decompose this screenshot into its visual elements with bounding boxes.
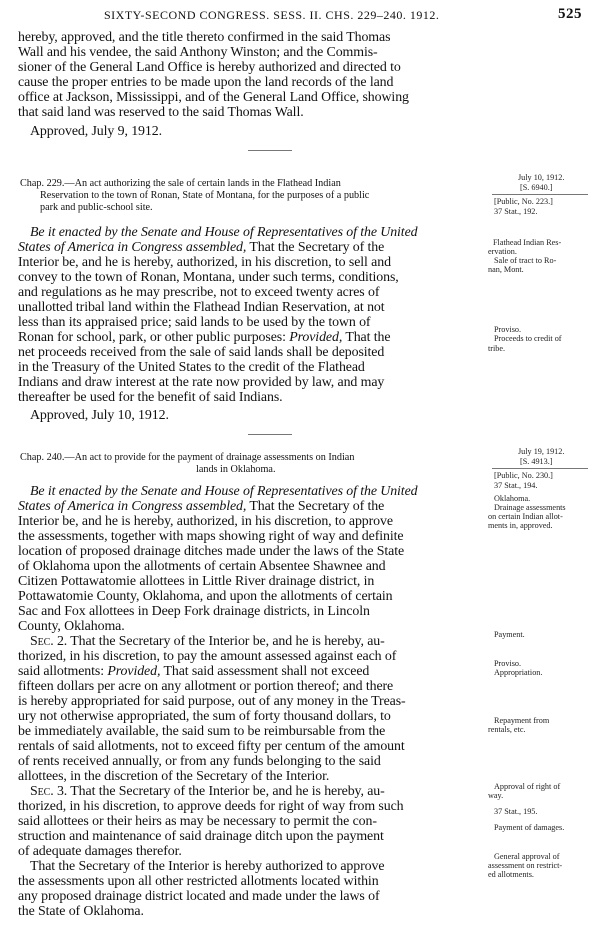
section-2-line: Sec. 2. That the Secretary of the Interior be, and he is hereby, au- [30, 634, 385, 649]
body-line: hereby, approved, and the title thereto confirmed in the said Thomas [18, 30, 391, 45]
side-note: on certain Indian allot- [488, 512, 563, 521]
approved-date: Approved, July 10, 1912. [30, 408, 169, 423]
body-line: struction and maintenance of said drainage ditch upon the payment [18, 829, 384, 844]
chapter-title-line: Chap. 229.—An act authorizing the sale of certain lands in the Flathead Indian [20, 178, 341, 189]
body-line: is hereby appropriated for said purpose, out of any money in the Treas- [18, 694, 406, 709]
side-note: way. [488, 791, 504, 800]
body-line: thereafter be used for the benefit of said Indians. [18, 390, 283, 405]
chapter-title-line: Reservation to the town of Ronan, State of Montana, for the purposes of a public [40, 190, 370, 201]
side-note: Proviso. [494, 325, 522, 334]
margin-bill: [S. 6940.] [520, 183, 553, 192]
side-note: Proviso. [494, 659, 522, 668]
side-note: ervation. [488, 247, 517, 256]
margin-date: July 19, 1912. [518, 447, 565, 456]
side-note: Drainage assessments [494, 503, 566, 512]
side-note: 37 Stat., 195. [494, 807, 538, 816]
body-line: Indians and draw interest at the rate now provided by law, and may [18, 375, 385, 390]
body-line: cause the proper entries to be made upon the land records of the land [18, 75, 394, 90]
body-line: the State of Oklahoma. [18, 904, 144, 919]
enacting-clause: Be it enacted by the Senate and House of Representatives of the United [30, 484, 418, 499]
body-line: States of America in Congress assembled, That the Secretary of the [18, 240, 385, 255]
body-line: County, Oklahoma. [18, 619, 125, 634]
body-line: ury not otherwise appropriated, the sum of forty thousand dollars, to [18, 709, 391, 724]
running-header [0, 8, 600, 26]
body-line: thorized, in his discretion, to pay the amount assessed against each of [18, 649, 397, 664]
body-line: thorized, in his discretion, to approve deeds for right of way from such [18, 799, 404, 814]
section-divider [248, 150, 292, 151]
page-number: 525 [558, 6, 582, 22]
side-note: ments in, approved. [488, 521, 553, 530]
body-line: the assessments, together with maps showing right of way and definite [18, 529, 404, 544]
body-line: Ronan for school, park, or other public purposes: Provided, That the [18, 330, 391, 345]
body-line: any proposed drainage district located and made under the laws of [18, 889, 380, 904]
side-note: rentals, etc. [488, 725, 526, 734]
body-line: sioner of the General Land Office is hereby authorized and directed to [18, 60, 401, 75]
section-divider [248, 434, 292, 435]
margin-stat: 37 Stat., 194. [494, 481, 538, 490]
chapter-title-line: park and public-school site. [40, 202, 153, 213]
body-line: rentals of said allotments, not to exceed fifty per centum of the amount [18, 739, 405, 754]
body-line: location of proposed drainage ditches made under the laws of the State [18, 544, 405, 559]
body-line: Interior be, and he is hereby, authorized, in his discretion, to approve [18, 514, 393, 529]
side-note: Sale of tract to Ro- [494, 256, 557, 265]
body-line: office at Jackson, Mississippi, and of the General Land Office, showing [18, 90, 409, 105]
body-line: Interior be, and he is hereby, authorized, in his discretion, to sell and [18, 255, 391, 270]
margin-bill: [S. 4913.] [520, 457, 553, 466]
body-line: Pottawatomie County, Oklahoma, and upon the allotments of certain [18, 589, 393, 604]
enacting-clause: Be it enacted by the Senate and House of Representatives of the United [30, 225, 418, 240]
side-note: assessment on restrict- [488, 861, 563, 870]
chapter-title-line: Chap. 240.—An act to provide for the payment of drainage assessments on Indian [20, 452, 355, 463]
side-note: General approval of [494, 852, 560, 861]
margin-date: July 10, 1912. [518, 173, 565, 182]
body-line: said allotments: Provided, That said assessment shall not exceed [18, 664, 370, 679]
body-line: be immediately available, the said sum to be reimbursable from the [18, 724, 386, 739]
body-line: Sac and Fox allottees in Deep Fork drainage districts, in Lincoln [18, 604, 370, 619]
side-note: Proceeds to credit of [494, 334, 562, 343]
body-line: That the Secretary of the Interior is hereby authorized to approve [30, 859, 385, 874]
body-line: said allottees or their heirs as may be necessary to permit the con- [18, 814, 377, 829]
body-line: Wall and his vendee, the said Anthony Winston; and the Commis- [18, 45, 378, 60]
body-line: of adequate damages therefor. [18, 844, 182, 859]
side-note: tribe. [488, 344, 506, 353]
side-note: nan, Mont. [488, 265, 524, 274]
body-line: unallotted tribal land within the Flathead Indian Reservation, at not [18, 300, 385, 315]
body-line: convey to the town of Ronan, Montana, under such terms, conditions, [18, 270, 399, 285]
margin-rule [492, 194, 588, 195]
side-note: Approval of right of [494, 782, 561, 791]
margin-rule [492, 468, 588, 469]
side-note: Appropriation. [494, 668, 543, 677]
side-note: ed allotments. [488, 870, 534, 879]
body-line: of Oklahoma upon the allotments of certain Absentee Shawnee and [18, 559, 386, 574]
approved-date: Approved, July 9, 1912. [30, 124, 162, 139]
margin-stat: 37 Stat., 192. [494, 207, 538, 216]
section-3-line: Sec. 3. That the Secretary of the Interior be, and he is hereby, au- [30, 784, 385, 799]
body-line: of rents received annually, or from any funds belonging to the said [18, 754, 381, 769]
body-line: fifteen dollars per acre on any allotment or portion thereof; and there [18, 679, 394, 694]
side-note: Oklahoma. [494, 494, 531, 503]
body-line: the assessments upon all other restricted allotments located within [18, 874, 379, 889]
body-line: allottees, in the discretion of the Secretary of the Interior. [18, 769, 330, 784]
body-line: States of America in Congress assembled, That the Secretary of the [18, 499, 385, 514]
side-note: Payment. [494, 630, 525, 639]
body-line: Citizen Pottawatomie allottees in Little River drainage district, in [18, 574, 375, 589]
side-note: Payment of damages. [494, 823, 565, 832]
side-note: Flathead Indian Res- [493, 238, 562, 247]
running-head: SIXTY-SECOND CONGRESS. SESS. II. CHS. 229–240. 1912. [104, 8, 440, 22]
body-line: in the Treasury of the United States to the credit of the Flathead [18, 360, 365, 375]
margin-public: [Public, No. 223.] [494, 197, 553, 206]
body-line: and regulations as he may prescribe, not to exceed twenty acres of [18, 285, 380, 300]
body-line: that said land was reserved to the said Thomas Wall. [18, 105, 304, 120]
margin-public: [Public, No. 230.] [494, 471, 553, 480]
body-line: less than its appraised price; said lands to be used by the town of [18, 315, 371, 330]
chapter-title-line: lands in Oklahoma. [196, 464, 276, 475]
side-note: Repayment from [494, 716, 550, 725]
body-line: net proceeds received from the sale of said lands shall be deposited [18, 345, 385, 360]
